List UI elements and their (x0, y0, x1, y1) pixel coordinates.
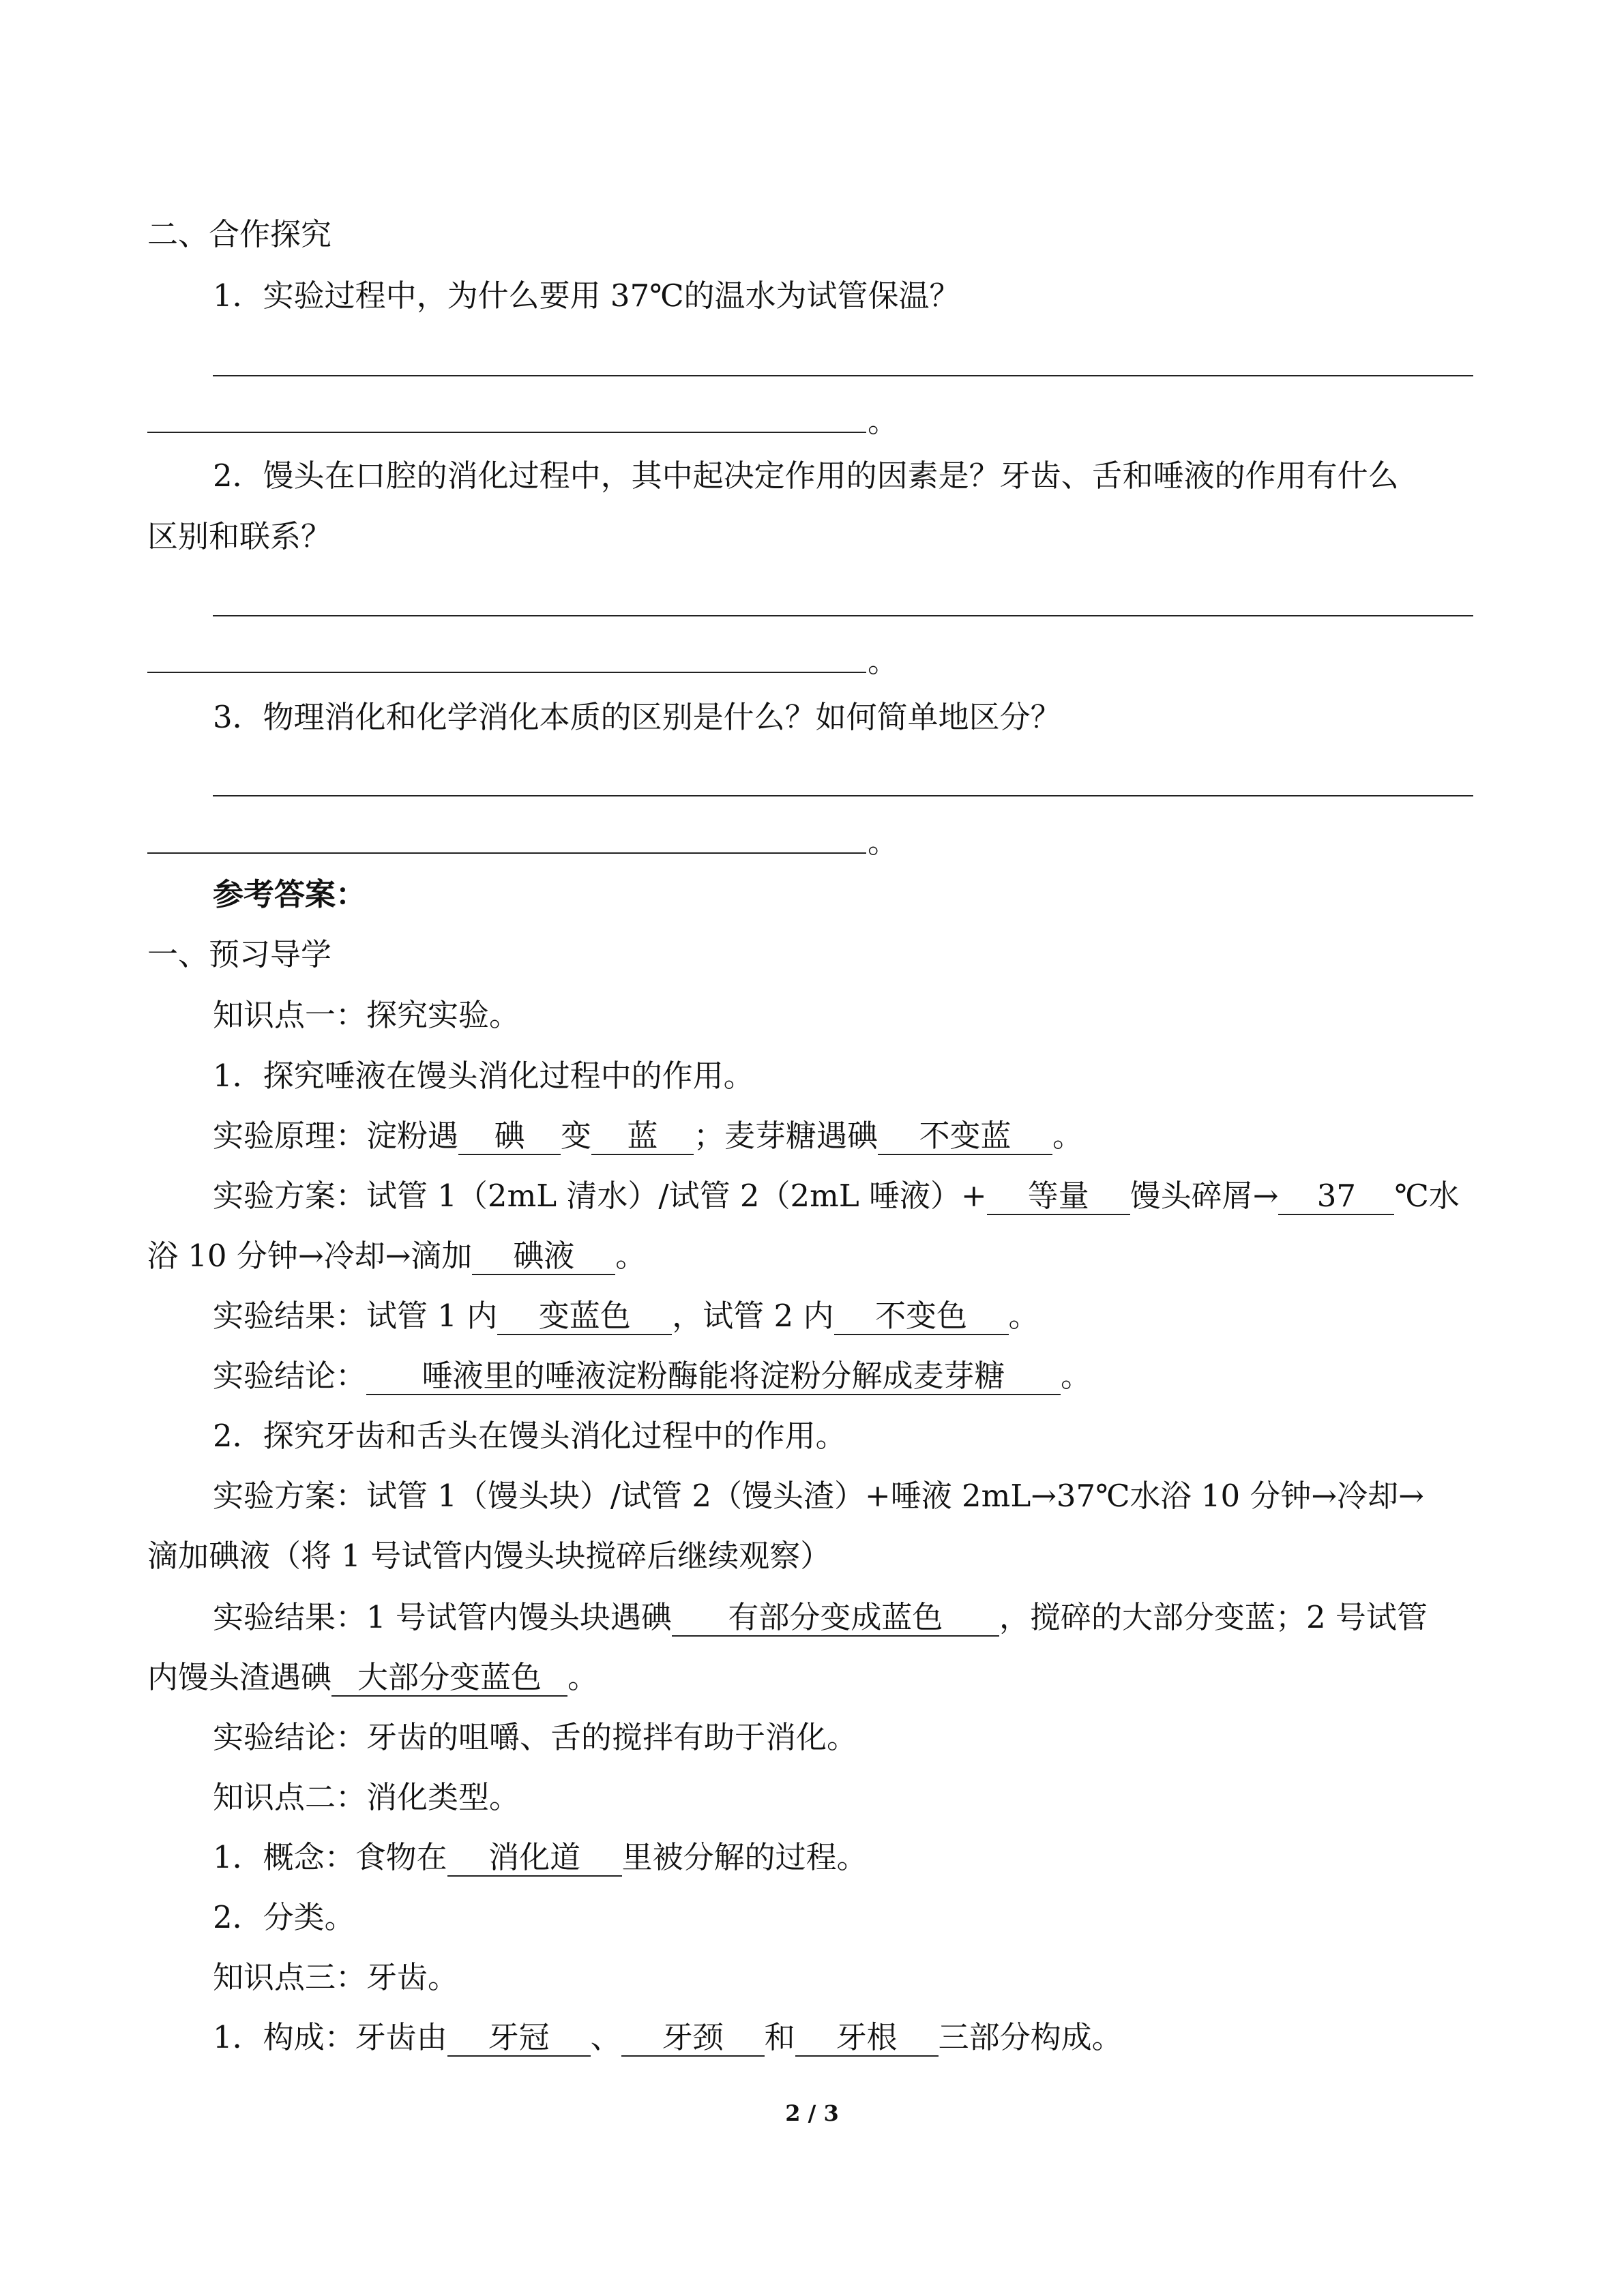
blank-answer: 牙冠 (447, 2020, 591, 2057)
blank-answer: 碘液 (472, 1238, 615, 1275)
period: 。 (868, 403, 899, 439)
blank-answer: 不变色 (834, 1298, 1009, 1335)
blank-answer: 牙颈 (621, 2020, 765, 2057)
answer-line (213, 615, 1473, 616)
conclusion-1-line (213, 1356, 1091, 1397)
plan-2-line-2: 滴加碘液（将 1 号试管内馒头块搅碎后继续观察） (147, 1538, 831, 1574)
blank-answer: 唾液里的唾液淀粉酶能将淀粉分解成麦芽糖 (366, 1358, 1061, 1395)
result-text: ，搅碎的大部分变蓝；2 号试管 (999, 1599, 1428, 1635)
result-2-line-2 (147, 1657, 598, 1698)
plan-1-line (213, 1176, 1460, 1217)
answer-line (147, 852, 866, 854)
result-text: 内馒头渣遇碘 (147, 1659, 332, 1695)
blank-answer: 37 (1278, 1178, 1394, 1215)
blank-answer: 有部分变成蓝色 (672, 1600, 999, 1637)
conclusion-2: 实验结论：牙齿的咀嚼、舌的搅拌有助于消化。 (213, 1719, 858, 1755)
section-heading: 二、合作探究 (147, 216, 332, 252)
plan-text: 实验方案：试管 1（2mL 清水）/试管 2（2mL 唾液）+ (213, 1178, 987, 1214)
result-text: ，试管 2 内 (672, 1298, 834, 1334)
blank-answer: 碘 (458, 1118, 561, 1155)
structure-text: 和 (764, 2019, 795, 2055)
answer-line (213, 795, 1473, 796)
classification: 2．分类。 (213, 1899, 355, 1935)
concept-text: 里被分解的过程。 (621, 1839, 868, 1875)
period: 。 (868, 824, 899, 860)
answer-line (147, 672, 866, 673)
knowledge-point-2: 知识点二：消化类型。 (213, 1779, 520, 1815)
concept-line (213, 1837, 868, 1878)
principle-text: 。 (1052, 1118, 1084, 1154)
answer-line (213, 375, 1473, 376)
blank-answer: 变蓝色 (497, 1298, 672, 1335)
question-2-cont: 区别和联系？ (147, 518, 332, 554)
plan-text: 馒头碎屑→ (1130, 1178, 1279, 1214)
blank-answer: 蓝 (591, 1118, 694, 1155)
conclusion-text: 实验结论： (213, 1358, 367, 1394)
structure-text: 三部分构成。 (938, 2019, 1123, 2055)
principle-line (213, 1116, 1083, 1157)
knowledge-point-3: 知识点三：牙齿。 (213, 1959, 459, 1995)
conclusion-text: 。 (1061, 1358, 1092, 1394)
question-2: 2．馒头在口腔的消化过程中，其中起决定作用的因素是？牙齿、舌和唾液的作用有什么 (213, 458, 1399, 494)
structure-text: 、 (590, 2019, 621, 2055)
blank-answer: 等量 (987, 1178, 1130, 1215)
blank-answer: 不变蓝 (878, 1118, 1052, 1155)
principle-text: ；麦芽糖遇碘 (694, 1118, 879, 1154)
plan-text: 浴 10 分钟→冷却→滴加 (147, 1238, 473, 1274)
principle-text: 实验原理：淀粉遇 (213, 1118, 459, 1154)
blank-answer: 大部分变蓝色 (331, 1660, 567, 1697)
knowledge-point-1: 知识点一：探究实验。 (213, 997, 520, 1033)
structure-text: 1．构成：牙齿由 (213, 2019, 447, 2055)
plan-text: ℃水 (1394, 1178, 1460, 1214)
answers-title: 参考答案： (213, 876, 367, 912)
question-3: 3．物理消化和化学消化本质的区别是什么？如何简单地区分？ (213, 699, 1061, 735)
result-text: 。 (1008, 1298, 1039, 1334)
section-heading: 一、预习导学 (147, 936, 332, 972)
blank-answer: 消化道 (447, 1840, 622, 1877)
result-2-line (213, 1597, 1428, 1638)
plan-1-line-2 (147, 1236, 646, 1277)
page-number: 2 / 3 (785, 2100, 839, 2126)
experiment-1-title: 1．探究唾液在馒头消化过程中的作用。 (213, 1058, 754, 1094)
blank-answer: 牙根 (795, 2020, 939, 2057)
question-1: 1．实验过程中，为什么要用 37℃的温水为试管保温？ (213, 278, 960, 314)
period: 。 (868, 643, 899, 679)
result-text: 。 (567, 1659, 599, 1695)
experiment-2-title: 2．探究牙齿和舌头在馒头消化过程中的作用。 (213, 1418, 846, 1454)
principle-text: 变 (561, 1118, 592, 1154)
result-text: 实验结果：1 号试管内馒头块遇碘 (213, 1599, 672, 1635)
plan-text: 。 (615, 1238, 647, 1274)
result-1-line (213, 1296, 1039, 1337)
structure-line (213, 2017, 1123, 2058)
concept-text: 1．概念：食物在 (213, 1839, 447, 1875)
answer-line (147, 432, 866, 433)
plan-2-line: 实验方案：试管 1（馒头块）/试管 2（馒头渣）+唾液 2mL→37℃水浴 10 分钟→冷却→ (213, 1478, 1424, 1514)
result-text: 实验结果：试管 1 内 (213, 1298, 498, 1334)
